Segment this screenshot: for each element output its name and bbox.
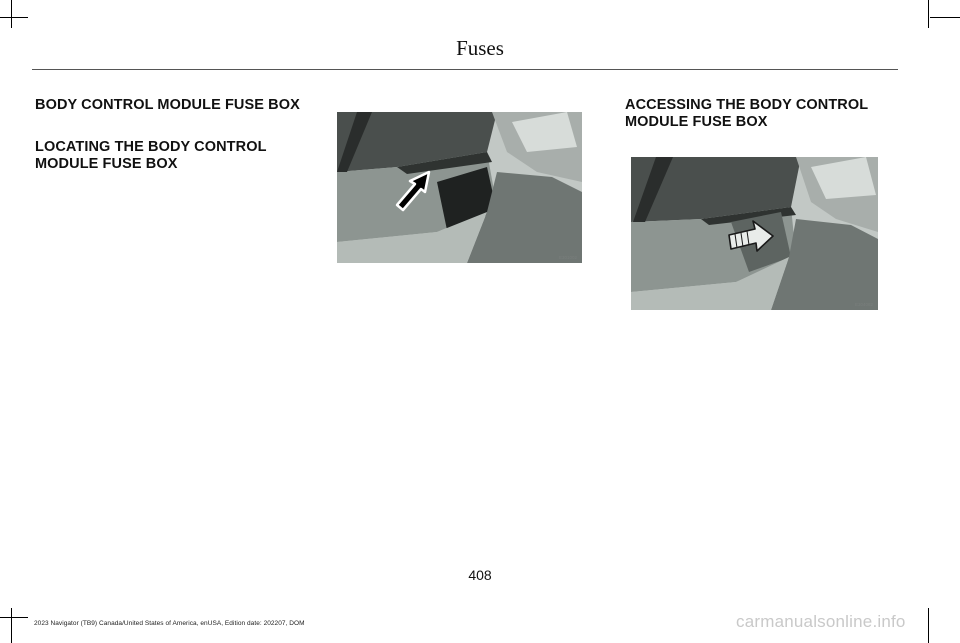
edition-footer: 2023 Navigator (TB9) Canada/United States of America, enUSA, Edition date: 202207, DOM xyxy=(34,620,305,627)
page-number: 408 xyxy=(468,567,492,583)
accessing-id-code: E304082 xyxy=(854,302,873,307)
accessing-subheading: ACCESSING THE BODY CONTROL MODULE FUSE BOX xyxy=(625,97,869,130)
section-heading: BODY CONTROL MODULE FUSE BOX xyxy=(35,97,300,113)
accessing-illustration-drawing xyxy=(631,157,878,310)
crop-mark-top-left-h xyxy=(0,17,28,18)
page-title: Fuses xyxy=(456,36,504,60)
locating-illustration-drawing xyxy=(337,112,582,263)
locating-id-code: E301002 xyxy=(558,255,577,260)
crop-mark-top-right-h xyxy=(930,17,960,18)
crop-mark-bottom-left-h xyxy=(0,617,28,618)
accessing-illustration xyxy=(631,157,878,310)
crop-mark-bottom-right-v xyxy=(928,608,929,643)
header-divider xyxy=(32,69,898,70)
locating-subheading: LOCATING THE BODY CONTROL MODULE FUSE BOX xyxy=(35,139,267,172)
watermark: carmanualsonline.info xyxy=(736,612,906,631)
crop-mark-top-right-v xyxy=(928,0,929,28)
crop-mark-bottom-left-v xyxy=(11,608,12,643)
crop-mark-top-left-v xyxy=(11,0,12,28)
locating-illustration xyxy=(337,112,582,263)
